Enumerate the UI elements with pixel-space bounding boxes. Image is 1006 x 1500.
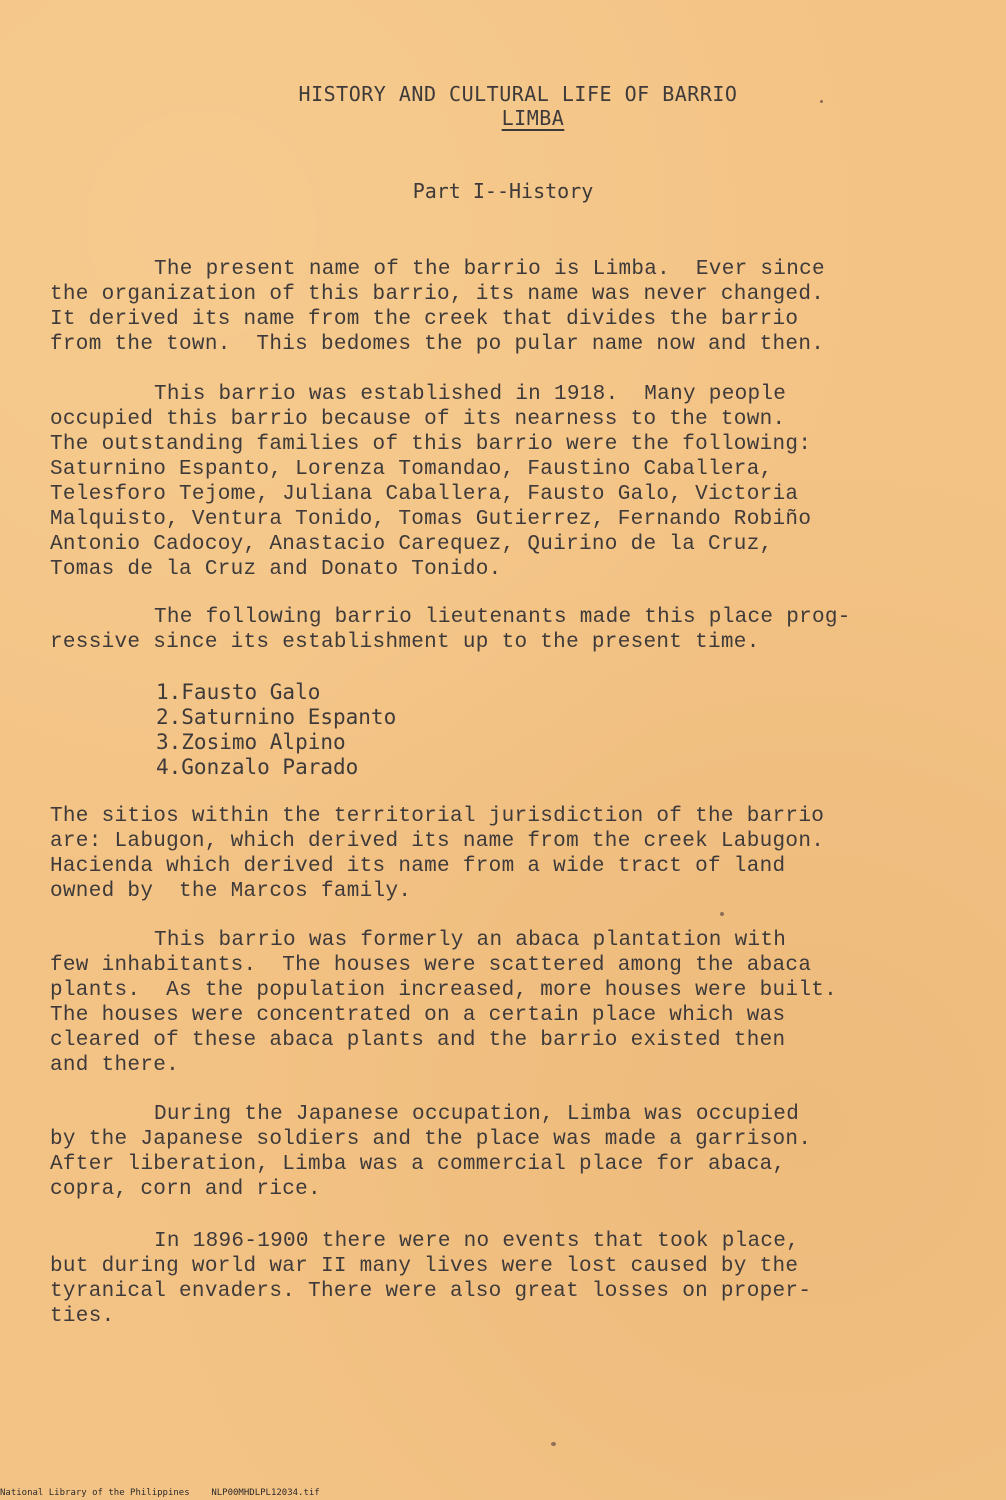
paragraph-continuation: few inhabitants. The houses were scattered among the abaca plants. As the population increased, more houses were built. The houses were concentrated on a certain place which was cleared of these abaca plants and the barrio existed then and there. xyxy=(50,954,838,1077)
paragraph-lieutenants-intro xyxy=(50,605,851,655)
list-item: 2.Saturnino Espanto xyxy=(156,705,397,729)
paragraph-continuation: by the Japanese soldiers and the place was made a garrison. After liberation, Limba was a commercial place for abaca, copra, corn and rice. xyxy=(50,1128,812,1201)
lieutenants-list xyxy=(156,680,396,780)
paragraph-continuation: but during world war II many lives were lost caused by the tyranical envaders. There were also great losses on proper- ties. xyxy=(50,1255,812,1328)
paragraph-occupation xyxy=(50,1102,811,1202)
list-item: 1.Fausto Galo xyxy=(156,680,321,704)
list-item: 4.Gonzalo Parado xyxy=(156,755,359,779)
paragraph-text: This barrio was formerly an abaca plantation with xyxy=(154,929,787,952)
scan-footer xyxy=(0,1488,1006,1498)
paragraph-text: The following barrio lieutenants made this place prog- xyxy=(154,606,851,629)
paragraph-abaca xyxy=(50,928,837,1078)
paragraph-text: The present name of the barrio is Limba. Ever since xyxy=(154,258,825,281)
document-title: HISTORY AND CULTURAL LIFE OF BARRIO xyxy=(298,82,738,106)
paragraph-establishment xyxy=(50,382,811,582)
paper-speck xyxy=(551,1442,556,1446)
document-subtitle xyxy=(30,106,1006,130)
paragraph-continuation: the organization of this barrio, its name was never changed. It derived its name from the creek that divides the barrio from the town. This bedomes the po pular name now and then. xyxy=(50,283,825,356)
paragraph-war xyxy=(50,1229,811,1329)
paragraph-text: During the Japanese occupation, Limba was occupied xyxy=(154,1103,800,1126)
paragraph-text: In 1896-1900 there were no events that took place, xyxy=(154,1230,800,1253)
paragraph-continuation: ressive since its establishment up to the present time. xyxy=(50,631,760,654)
part-heading: Part I--History xyxy=(412,179,594,203)
paragraph-name-origin xyxy=(50,257,825,357)
paragraph-sitios xyxy=(50,804,824,904)
barrio-name: LIMBA xyxy=(501,106,565,130)
paragraph-text: The sitios within the territorial jurisdiction of the barrio are: Labugon, which derived its name from the creek Labugon. Hacienda which derived its name from a wide tract of land owned by the Marcos family. xyxy=(50,805,825,903)
paragraph-text: This barrio was established in 1918. Many people xyxy=(154,383,787,406)
paper-speck xyxy=(720,912,724,916)
list-item: 3.Zosimo Alpino xyxy=(156,730,346,754)
paper-speck xyxy=(820,100,823,103)
paragraph-continuation: occupied this barrio because of its nearness to the town. The outstanding families of this barrio were the following: Saturnino Espanto, Lorenza Tomandao, Faustino Caballera, Telesforo Tejome, Juliana Caballera, Fausto Galo, Victoria Malquisto, Ventura Tonido, Tomas Gutierrez, Fernando Robiño Antonio Cadocoy, Anastacio Carequez, Quirino de la Cruz, Tomas de la Cruz and Donato Tonido. xyxy=(50,408,812,581)
scan-filename: NLP00MHDLPL12034.tif xyxy=(211,1488,320,1498)
library-credit: National Library of the Philippines xyxy=(0,1488,190,1498)
